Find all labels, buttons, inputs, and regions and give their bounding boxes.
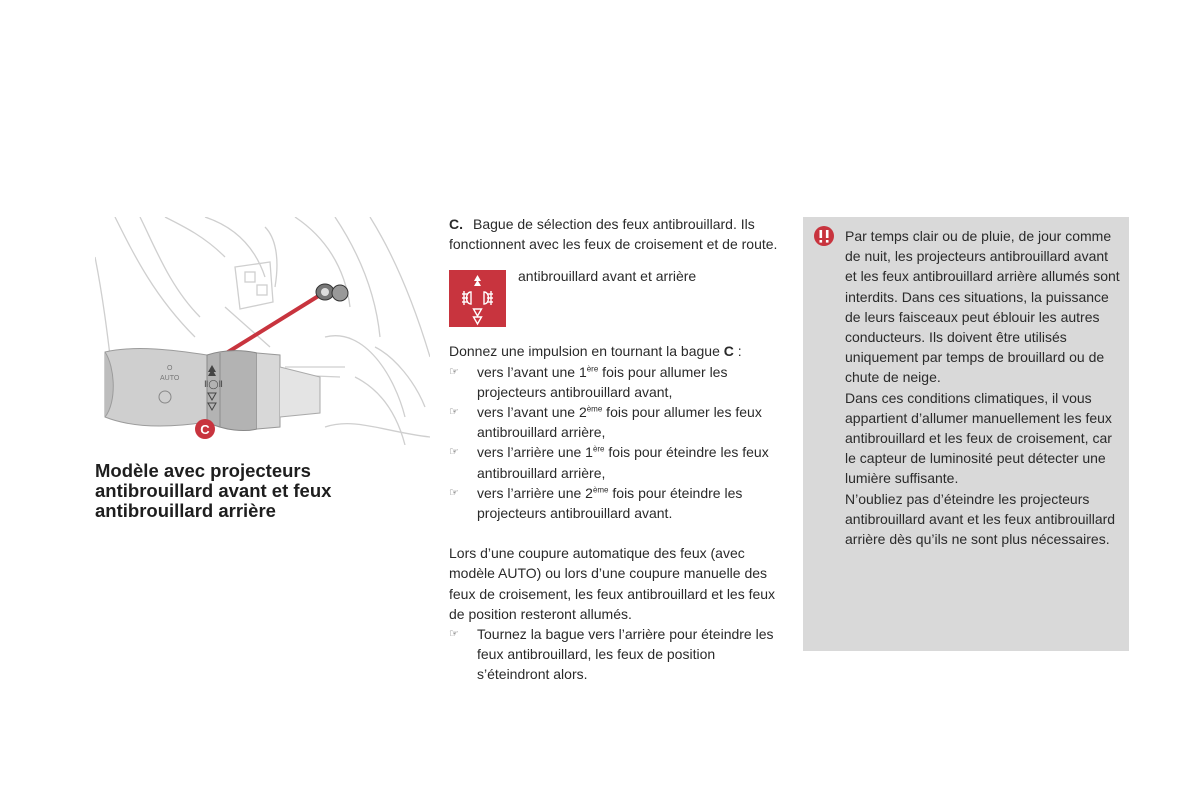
main-column bbox=[449, 214, 779, 685]
callout-c bbox=[195, 419, 215, 439]
pointing-hand-icon: ☞ bbox=[449, 486, 459, 499]
definition bbox=[449, 214, 779, 254]
stalk-zoom bbox=[105, 349, 320, 431]
list-item: ☞ vers l’arrière une 1ère fois pour éteindre les feux antibrouillard arrière, bbox=[449, 444, 769, 481]
svg-text:C: C bbox=[200, 422, 210, 437]
warning-text-3: N’oubliez pas d’éteindre les projecteurs antibrouillard avant et les feux antibrouillard arrière dès qu’ils ne sont plus nécessaires. bbox=[845, 490, 1116, 548]
stalk-detail bbox=[316, 284, 348, 301]
pointing-hand-icon: ☞ bbox=[449, 446, 459, 459]
auto-cutoff-paragraph: Lors d’une coupure automatique des feux (avec modèle AUTO) ou lors d’une coupure manuelle des feux de croisement, les feux antibrouillard et les feux de position resteront allumés. bbox=[449, 545, 776, 622]
definition-text: Bague de sélection des feux antibrouillard. Ils fonctionnent avec les feux de croisement et de route. bbox=[449, 216, 778, 253]
dashboard-drawing bbox=[95, 217, 430, 445]
intro-text: Donnez une impulsion en tournant la bague C : bbox=[449, 343, 742, 360]
warning-box bbox=[803, 217, 1129, 651]
lighting-stalk-illustration bbox=[95, 217, 430, 445]
stalk-label-auto: AUTO bbox=[160, 375, 180, 382]
steps-list bbox=[449, 362, 779, 524]
fog-symbol-label: antibrouillard avant et arrière bbox=[518, 268, 697, 285]
warning-text bbox=[845, 226, 1123, 549]
pointing-hand-icon: ☞ bbox=[449, 628, 459, 641]
pointing-hand-icon: ☞ bbox=[449, 406, 459, 419]
exclamation-icon bbox=[813, 225, 835, 247]
stalk-label-off: O bbox=[167, 365, 173, 372]
list-item: ☞ vers l’avant une 1ère fois pour allumer les projecteurs antibrouillard avant, bbox=[449, 363, 728, 400]
fog-lights-symbol-icon bbox=[449, 270, 506, 327]
list-item: ☞ Tournez la bague vers l’arrière pour éteindre les feux antibrouillard, les feux de position s’éteindront alors. bbox=[449, 626, 774, 683]
final-steps-list bbox=[449, 624, 779, 685]
warning-text-1: Par temps clair ou de pluie, de jour comme de nuit, les projecteurs antibrouillard avant et les feux antibrouillard arrière allumés sont interdits. Dans ces situations, la puissance de leurs faisceaux peut éblouir les autres conducteurs. Ils doivent être utilisés uniquement par temps de brouillard ou de chute de neige. bbox=[845, 228, 1120, 386]
fog-symbol-row bbox=[449, 270, 779, 327]
list-item: ☞ vers l’arrière une 2ème fois pour éteindre les projecteurs antibrouillard avant. bbox=[449, 484, 743, 522]
pointer-line bbox=[220, 295, 320, 357]
warning-text-2: Dans ces conditions climatiques, il vous appartient d’allumer manuellement les feux antibrouillard et les feux de croisement, car le capteur de luminosité peut détecter une lumière suffisante. bbox=[845, 389, 1112, 487]
svg-text:Ⅱ◯Ⅱ: Ⅱ◯Ⅱ bbox=[204, 380, 223, 390]
section-title: Modèle avec projecteurs antibrouillard avant et feux antibrouillard arrière bbox=[95, 460, 332, 521]
pointing-hand-icon: ☞ bbox=[449, 365, 459, 378]
definition-letter: C. bbox=[449, 216, 463, 232]
list-item: ☞ vers l’avant une 2ème fois pour allumer les feux antibrouillard arrière, bbox=[449, 404, 762, 441]
